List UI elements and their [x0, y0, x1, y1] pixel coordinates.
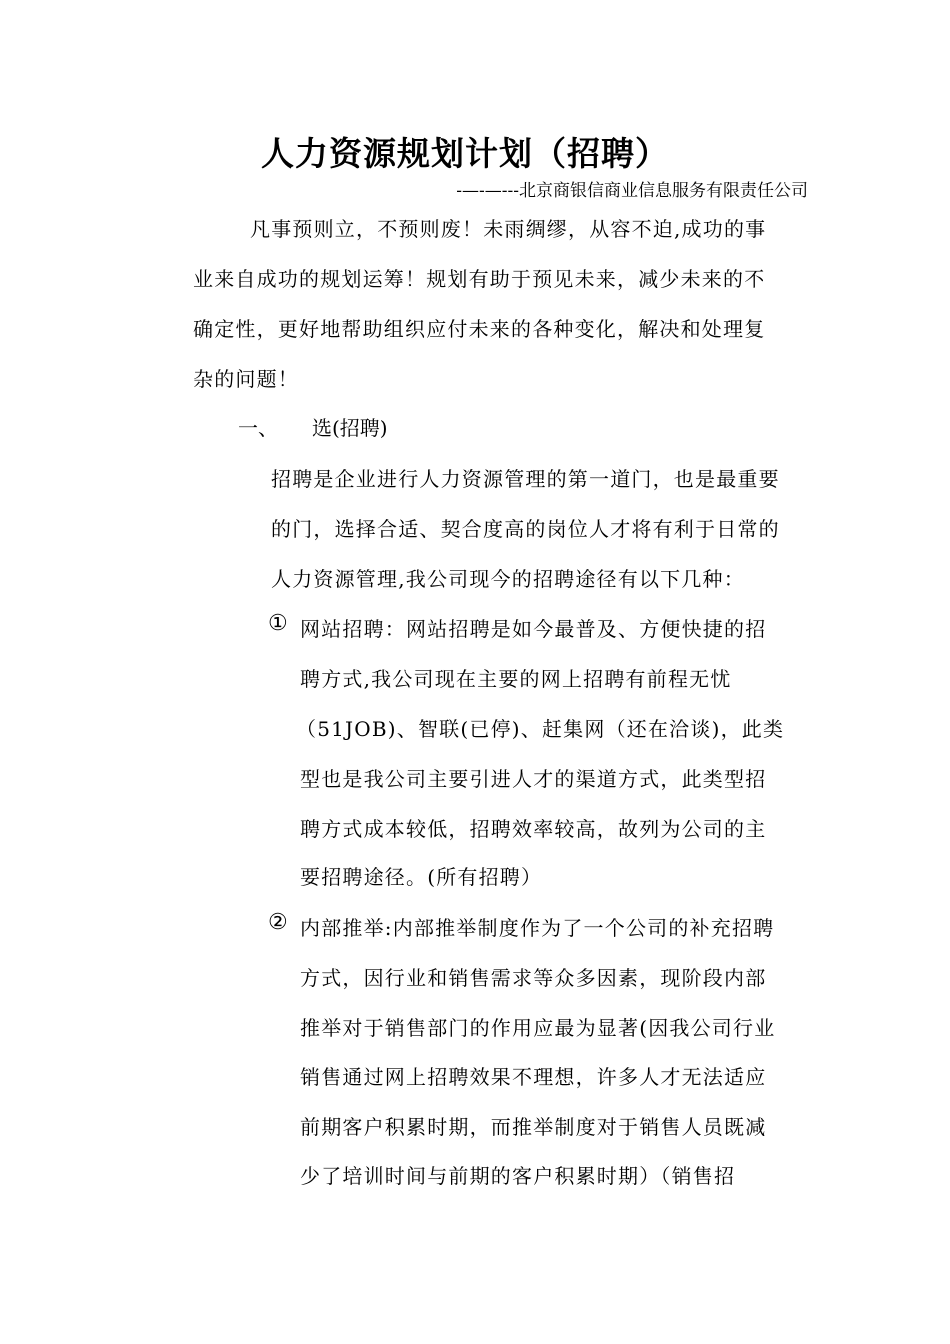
item2-line: 方式，因行业和销售需求等众多因素，现阶段内部 [300, 966, 767, 990]
section-number: 一、 [238, 416, 278, 440]
document-title: 人力资源规划计划（招聘） [261, 134, 669, 173]
intro-line: 凡事预则立，不预则废！未雨绸缪，从容不迫,成功的事 [250, 217, 767, 241]
item2-line: 销售通过网上招聘效果不理想，许多人才无法适应 [300, 1065, 767, 1089]
section-para-line: 的门，选择合适、契合度高的岗位人才将有利于日常的 [271, 517, 780, 541]
item2-line: 前期客户积累时期，而推举制度对于销售人员既减 [300, 1115, 767, 1139]
item2-line: 内部推举:内部推举制度作为了一个公司的补充招聘 [300, 916, 775, 940]
section-title: 选(招聘) [312, 416, 388, 440]
section-para-line: 人力资源管理,我公司现今的招聘途径有以下几种： [271, 567, 745, 591]
item2-line: 推举对于销售部门的作用应最为显著(因我公司行业 [300, 1016, 776, 1040]
item1-line: （51JOB)、智联(已停)、赶集网（还在洽谈)，此类 [296, 717, 785, 741]
section-para-line: 招聘是企业进行人力资源管理的第一道门，也是最重要 [271, 467, 780, 491]
intro-line: 确定性，更好地帮助组织应付未来的各种变化，解决和处理复 [193, 317, 766, 341]
list-marker-1: ① [268, 611, 288, 636]
item1-line: 型也是我公司主要引进人才的渠道方式，此类型招 [300, 767, 767, 791]
document-subtitle: -—-—---北京商银信商业信息服务有限责任公司 [456, 181, 808, 201]
item1-line: 要招聘途径。(所有招聘） [300, 865, 543, 889]
item1-line: 聘方式,我公司现在主要的网上招聘有前程无忧 [300, 667, 732, 691]
item1-line: 网站招聘：网站招聘是如今最普及、方便快捷的招 [300, 617, 767, 641]
intro-line: 杂的问题！ [193, 367, 299, 391]
list-marker-2: ② [268, 910, 288, 935]
item2-line: 少了培训时间与前期的客户积累时期）（销售招 [300, 1164, 736, 1188]
item1-line: 聘方式成本较低，招聘效率较高，故列为公司的主 [300, 817, 767, 841]
intro-line: 业来自成功的规划运筹！规划有助于预见未来，减少未来的不 [193, 267, 766, 291]
